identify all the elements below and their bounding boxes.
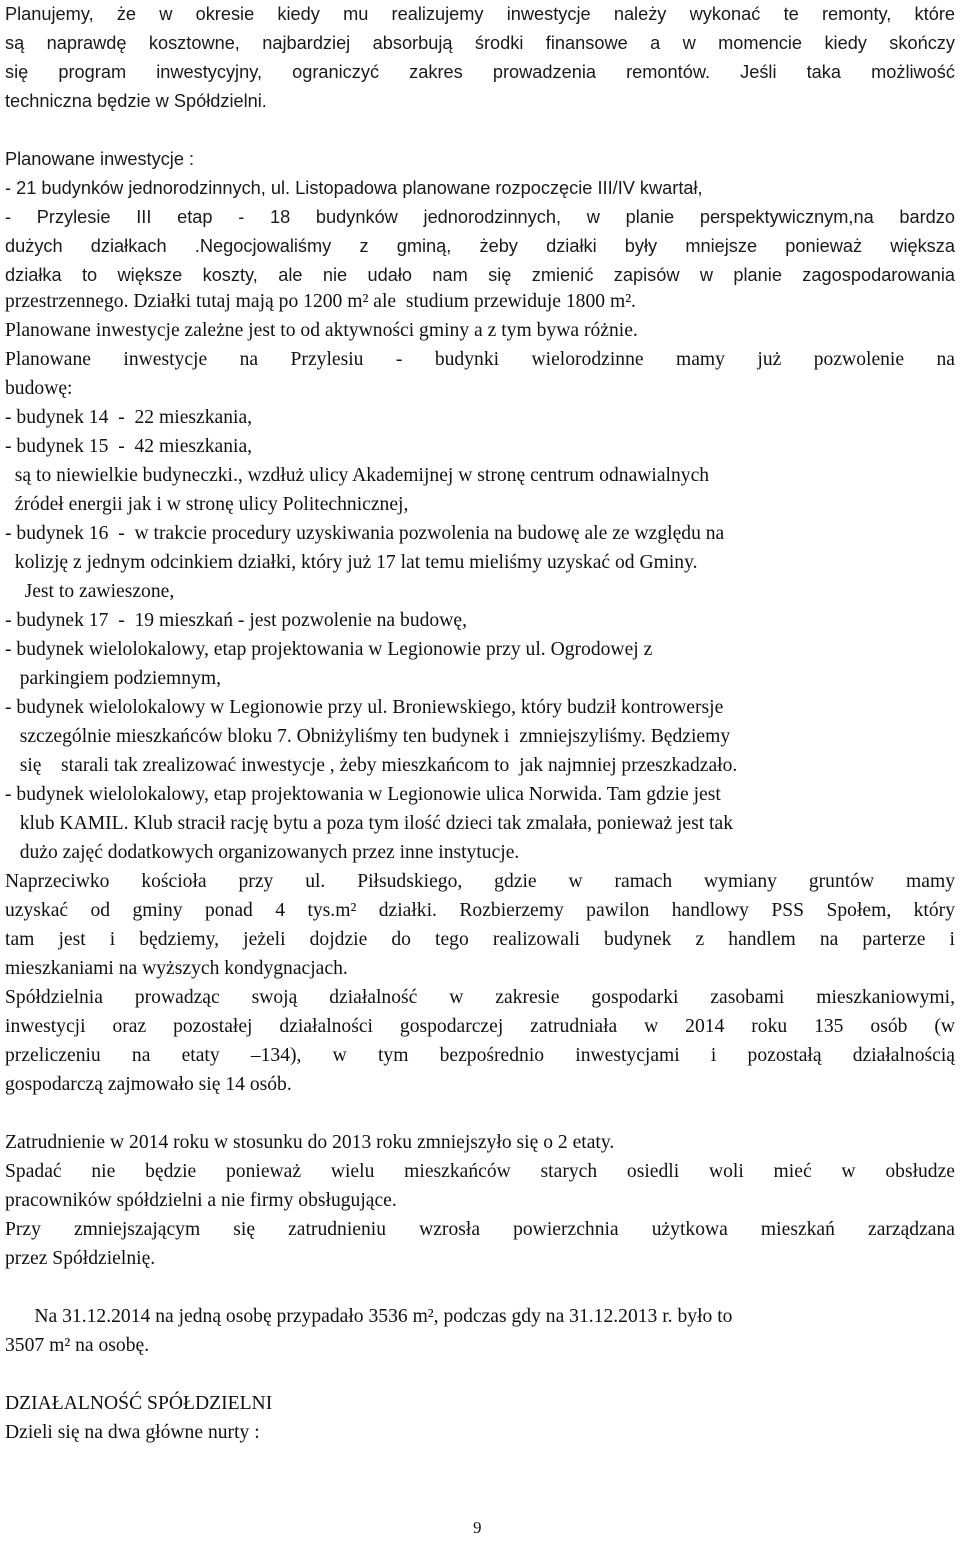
area-line: Na 31.12.2014 na jedną osobę przypadało 3536 m², podczas gdy na 31.12.2013 r. było to (5, 1306, 733, 1327)
intro-line: techniczna będzie w Spółdzielni. (5, 91, 267, 111)
planned-item-line: - 21 budynków jednorodzinnych, ul. Listopadowa planowane rozpoczęcie III/IV kwartał, (5, 178, 703, 198)
planned-item-line: gospodarczą zajmowało się 14 osób. (5, 1074, 292, 1095)
section-subheading: Dzieli się na dwa główne nurty : (5, 1422, 260, 1443)
employment-line: przez Spółdzielnię. (5, 1248, 156, 1269)
planned-item-line: szczególnie mieszkańców bloku 7. Obniżyliśmy ten budynek i zmniejszyliśmy. Będziemy (5, 726, 731, 747)
planned-item-line: tam jest i będziemy, jeżeli dojdzie do tego realizowali budynek z handlem na parterze i (5, 929, 955, 950)
planned-item-line: uzyskać od gminy ponad 4 tys.m² działki. Rozbierzemy pawilon handlowy PSS Społem, który (5, 900, 955, 921)
area-line: 3507 m² na osobę. (5, 1335, 150, 1356)
planned-item-line: parkingiem podziemnym, (5, 668, 222, 689)
planned-item-line: mieszkaniami na wyższych kondygnacjach. (5, 958, 348, 979)
planned-item-line: kolizję z jednym odcinkiem działki, który już 17 lat temu mieliśmy uzyskać od Gminy. (5, 552, 698, 573)
planned-item-line: się starali tak zrealizować inwestycje , żeby mieszkańcom to jak najmniej przeszkadzało. (5, 755, 738, 776)
planned-item-line: przeliczeniu na etaty –134), w tym bezpośrednio inwestycjami i pozostałą działalnością (5, 1045, 955, 1066)
planned-item-line: źródeł energii jak i w stronę ulicy Politechnicznej, (5, 494, 409, 515)
planned-item-line: przestrzennego. Działki tutaj mają po 1200 m² ale studium przewiduje 1800 m². (5, 291, 636, 312)
intro-line: się program inwestycyjny, ograniczyć zakres prowadzenia remontów. Jeśli taka możliwość (5, 62, 955, 82)
section-heading: DZIAŁALNOŚĆ SPÓŁDZIELNI (5, 1393, 273, 1414)
employment-line: Spadać nie będzie ponieważ wielu mieszkańców starych osiedli woli mieć w obsłudze (5, 1161, 955, 1182)
planned-item-line: budowę: (5, 378, 73, 399)
planned-item-line: dużych działkach .Negocjowaliśmy z gminą, żeby działki były mniejsze ponieważ większa (5, 236, 955, 256)
employment-line: pracowników spółdzielni a nie firmy obsługujące. (5, 1190, 397, 1211)
page-number: 9 (473, 1518, 482, 1537)
intro-line: Planujemy, że w okresie kiedy mu realizujemy inwestycje należy wykonać te remonty, które (5, 4, 955, 24)
planned-item-line: są to niewielkie budyneczki., wzdłuż ulicy Akademijnej w stronę centrum odnawialnych (5, 465, 710, 486)
planned-item-line: - budynek 16 - w trakcie procedury uzyskiwania pozwolenia na budowę ale ze względu na (5, 523, 725, 544)
planned-item-line: - budynek wielolokalowy w Legionowie przy ul. Broniewskiego, który budził kontrowersje (5, 697, 724, 718)
planned-item-line: działka to większe koszty, ale nie udało nam się zmienić zapisów w planie zagospodarowania (5, 265, 955, 285)
planned-item-line: - budynek 17 - 19 mieszkań - jest pozwolenie na budowę, (5, 610, 467, 631)
planned-item-line: dużo zajęć dodatkowych organizowanych przez inne instytucje. (5, 842, 520, 863)
planned-heading: Planowane inwestycje : (5, 149, 195, 169)
planned-item-line: - Przylesie III etap - 18 budynków jednorodzinnych, w planie perspektywicznym,na bardzo (5, 207, 955, 227)
employment-line: Zatrudnienie w 2014 roku w stosunku do 2013 roku zmniejszyło się o 2 etaty. (5, 1132, 615, 1153)
planned-item-line: Naprzeciwko kościoła przy ul. Piłsudskiego, gdzie w ramach wymiany gruntów mamy (5, 871, 955, 892)
planned-item-line: Planowane inwestycje zależne jest to od aktywności gminy a z tym bywa różnie. (5, 320, 638, 341)
planned-item-line: klub KAMIL. Klub stracił rację bytu a poza tym ilość dzieci tak zmalała, ponieważ jest tak (5, 813, 733, 834)
planned-item-line: - budynek wielolokalowy, etap projektowania w Legionowie ulica Norwida. Tam gdzie jest (5, 784, 721, 805)
planned-item-line: Planowane inwestycje na Przylesiu - budynki wielorodzinne mamy już pozwolenie na (5, 349, 955, 370)
planned-item-line: - budynek 15 - 42 mieszkania, (5, 436, 253, 457)
planned-item-line: - budynek 14 - 22 mieszkania, (5, 407, 253, 428)
planned-item-line: - budynek wielolokalowy, etap projektowania w Legionowie przy ul. Ogrodowej z (5, 639, 653, 660)
planned-item-line: inwestycji oraz pozostałej działalności gospodarczej zatrudniała w 2014 roku 135 osób (w (5, 1016, 955, 1037)
planned-item-line: Spółdzielnia prowadząc swoją działalność w zakresie gospodarki zasobami mieszkaniowymi, (5, 987, 955, 1008)
planned-item-line: Jest to zawieszone, (5, 581, 175, 602)
intro-line: są naprawdę kosztowne, najbardziej absorbują środki finansowe a w momencie kiedy skończy (5, 33, 955, 53)
employment-line: Przy zmniejszającym się zatrudnieniu wzrosła powierzchnia użytkowa mieszkań zarządzana (5, 1219, 955, 1240)
